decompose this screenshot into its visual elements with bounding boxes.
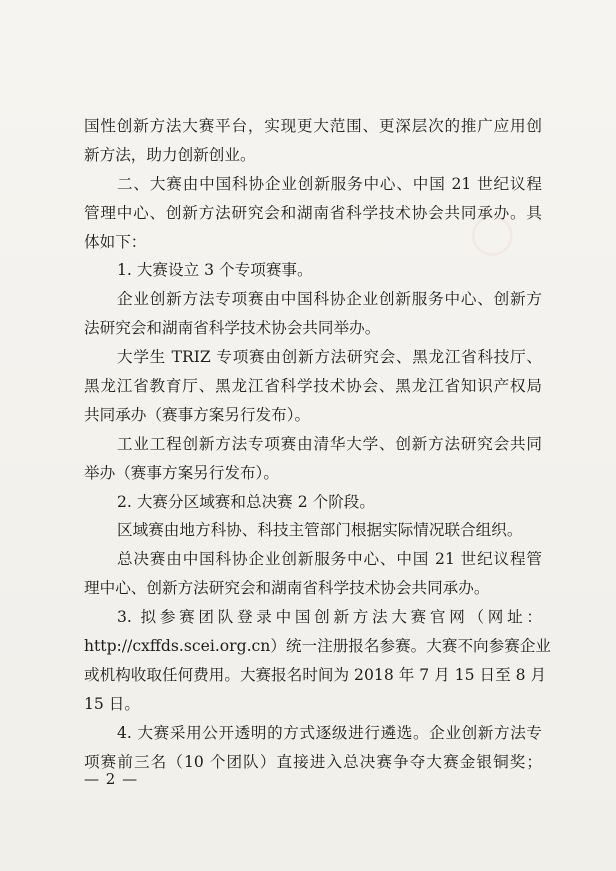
page-number: — 2 — <box>84 770 139 788</box>
text-line: 4. 大赛采用公开透明的方式逐级进行遴选。企业创新方法专 <box>117 723 542 742</box>
text-line: 管理中心、创新方法研究会和湖南省科学技术协会共同承办。具 <box>84 203 542 222</box>
text-line: 新方法，助力创新创业。 <box>84 145 256 164</box>
faint-red-seal-watermark: ◯ <box>470 210 525 256</box>
text-line: 法研究会和湖南省科学技术协会共同举办。 <box>84 319 381 338</box>
text-line: 2. 大赛分区域赛和总决赛 2 个阶段。 <box>117 492 375 511</box>
document-body <box>84 112 552 776</box>
text-line: 或机构收取任何费用。大赛报名时间为 2018 年 7 月 15 日至 8 月 <box>84 665 547 684</box>
text-line: 国性创新方法大赛平台，实现更大范围、更深层次的推广应用创 <box>84 117 542 135</box>
text-line: 工业工程创新方法专项赛由清华大学、创新方法研究会共同 <box>117 434 542 453</box>
text-line: 15 日。 <box>84 694 140 713</box>
text-line: 3. 拟参赛团队登录中国创新方法大赛官网（网址： <box>117 608 542 627</box>
text-line: 总决赛由中国科协企业创新服务中心、中国 21 世纪议程管 <box>117 550 542 569</box>
text-line: 区域赛由地方科协、科技主管部门根据实际情况联合组织。 <box>117 521 523 540</box>
text-line: 体如下： <box>84 232 147 251</box>
text-line: 黑龙江省教育厅、黑龙江省科学技术协会、黑龙江省知识产权局 <box>84 377 542 396</box>
text-line: 共同承办（赛事方案另行发布）。 <box>84 405 311 424</box>
text-line: 企业创新方法专项赛由中国科协企业创新服务中心、创新方 <box>117 290 542 309</box>
text-line: 举办（赛事方案另行发布）。 <box>84 463 279 482</box>
text-line: 项赛前三名（10 个团队）直接进入总决赛争夺大赛金银铜奖； <box>84 752 542 771</box>
text-line: 理中心、创新方法研究会和湖南省科学技术协会共同承办。 <box>84 579 490 598</box>
text-line: 大学生 TRIZ 专项赛由创新方法研究会、黑龙江省科技厅、 <box>117 348 542 367</box>
text-line: http://cxffds.scei.org.cn）统一注册报名参赛。大赛不向参赛企业 <box>84 637 552 656</box>
text-line: 二、大赛由中国科协企业创新服务中心、中国 21 世纪议程 <box>117 174 542 193</box>
text-line: 1. 大赛设立 3 个专项赛事。 <box>117 261 313 280</box>
